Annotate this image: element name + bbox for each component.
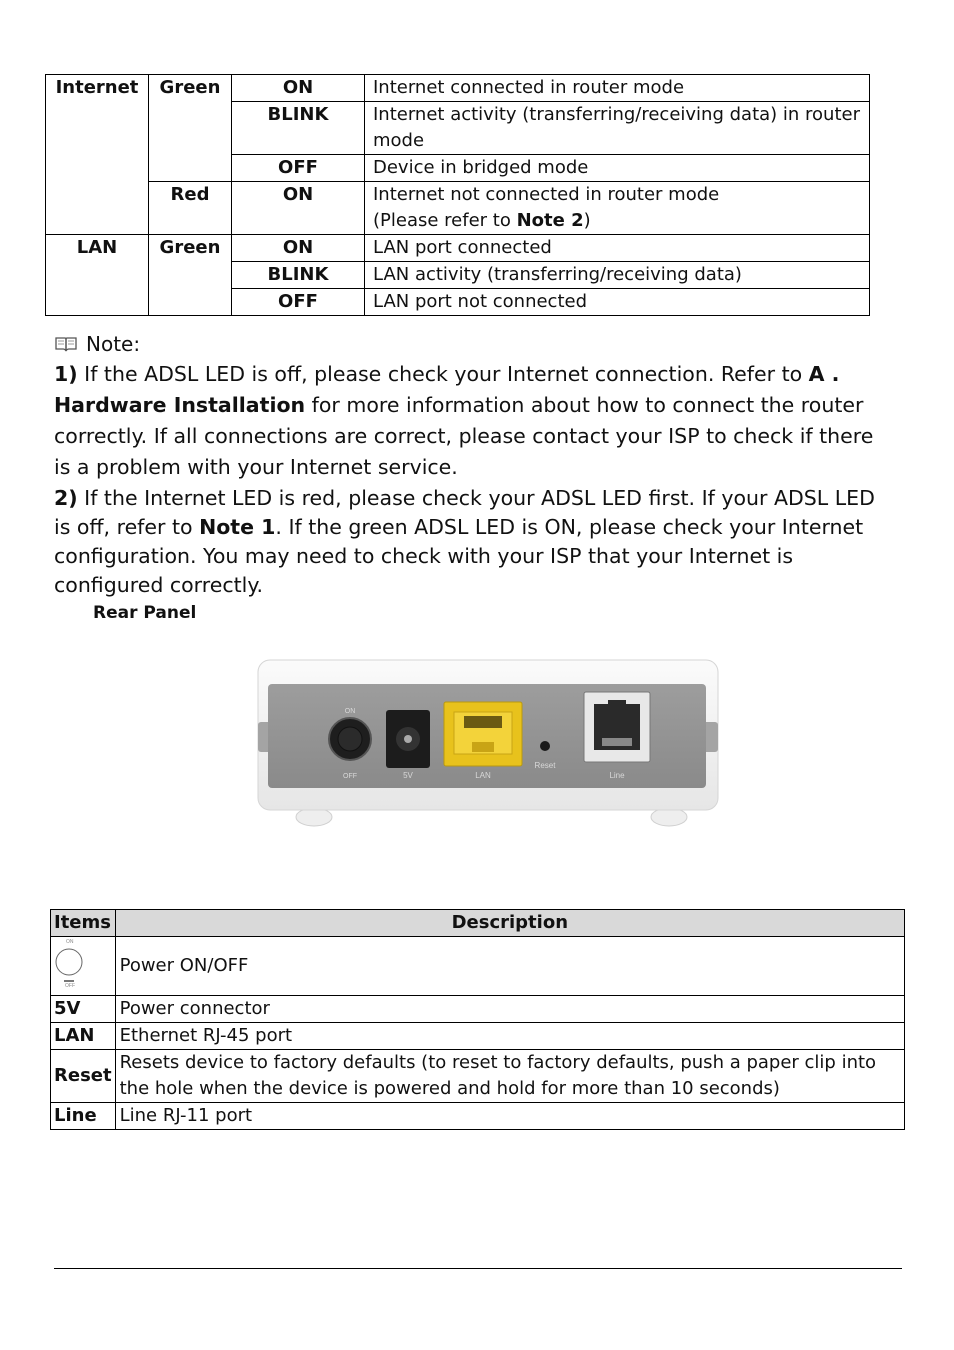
svg-text:LAN: LAN [475,771,491,780]
led-state: ON [232,182,365,235]
item-name: LAN [51,1023,116,1050]
table-row [46,182,870,235]
note-paragraph-1: 1) If the ADSL LED is off, please check your Internet connection. Refer to A . Hardware Installation for more information about how to connect the router correctly. If all connections are correct, please contact your ISP to check if there is a problem with your Internet service. [54,362,874,479]
led-state: ON [232,75,365,102]
item-description: Line RJ-11 port [115,1103,904,1130]
item-name: 5V [51,996,116,1023]
led-state: BLINK [232,262,365,289]
table-header-row [51,910,905,937]
led-state: OFF [232,155,365,182]
led-state: ON [232,235,365,262]
column-header-items: Items [51,910,116,937]
led-description: Internet not connected in router mode (Please refer to Note 2) [365,182,870,235]
led-color: Green [149,235,232,316]
column-header-description: Description [115,910,904,937]
table-row [46,75,870,102]
svg-text:Reset: Reset [534,761,556,770]
svg-text:OFF: OFF [65,983,75,987]
svg-text:Line: Line [609,771,625,780]
power-button-icon [54,937,88,987]
item-name: Line [51,1103,116,1130]
led-description: LAN port not connected [365,289,870,316]
led-description: Internet activity (transferring/receiving data) in router mode [365,102,870,155]
svg-text:5V: 5V [403,771,413,780]
led-status-table [45,74,870,316]
svg-text:ON: ON [66,939,74,945]
note-label: Note: [86,332,141,356]
table-row [51,1050,905,1103]
table-row [46,235,870,262]
item-description: Ethernet RJ-45 port [115,1023,904,1050]
led-description: Internet connected in router mode [365,75,870,102]
power-item-cell [51,937,116,996]
item-name: Reset [51,1050,116,1103]
led-color: Red [149,182,232,235]
note-paragraph-2: 2) If the Internet LED is red, please check your ADSL LED first. If your ADSL LED is off, refer to Note 1. If the green ADSL LED is ON, please check your Internet configuration. You may need to check with your ISP that your Internet is configured correctly. [54,486,875,597]
router-rear-panel-image [252,654,724,836]
led-name-internet: Internet [46,75,149,235]
led-color: Green [149,75,232,182]
item-description: Resets device to factory defaults (to reset to factory defaults, push a paper clip into the hole when the device is powered and hold for more than 10 seconds) [115,1050,904,1103]
led-state: BLINK [232,102,365,155]
table-row [51,1023,905,1050]
svg-text:ON: ON [344,708,356,715]
rear-panel-items-table [50,909,905,1130]
led-description: Device in bridged mode [365,155,870,182]
table-row [51,1103,905,1130]
svg-text:OFF: OFF [343,773,357,780]
note-heading [54,330,140,360]
section-title-rear-panel: Rear Panel [93,603,197,623]
item-description: Power connector [115,996,904,1023]
book-icon [54,332,78,360]
table-row [51,996,905,1023]
led-description: LAN port connected [365,235,870,262]
led-state: OFF [232,289,365,316]
table-row [51,937,905,996]
led-description: LAN activity (transferring/receiving data) [365,262,870,289]
led-name-lan: LAN [46,235,149,316]
item-description: Power ON/OFF [115,937,904,996]
footer-divider [54,1268,902,1269]
